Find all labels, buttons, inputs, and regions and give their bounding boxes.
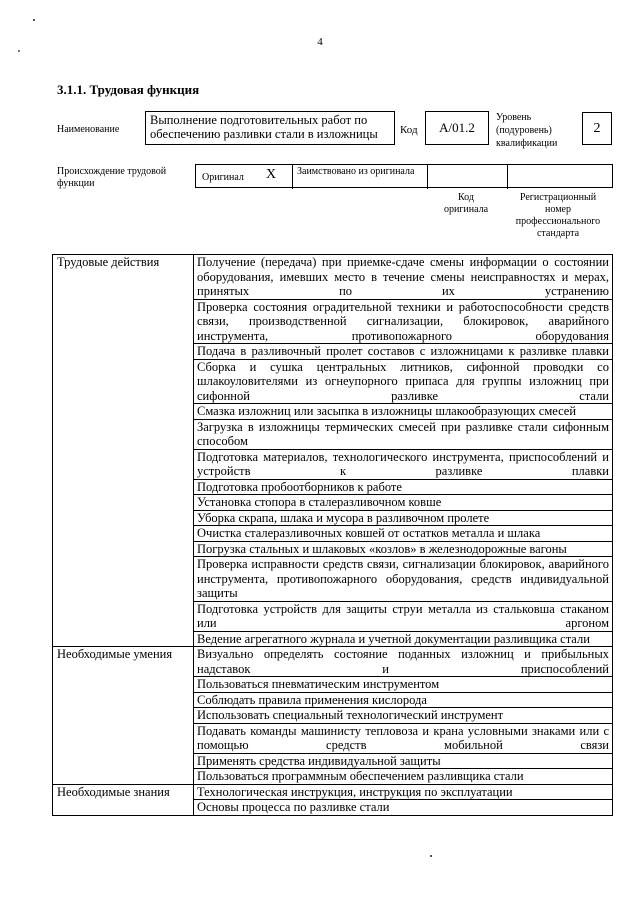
item-cell: Загрузка в изложницы термических смесей при разливке стали сифонным способом <box>194 419 613 449</box>
item-cell: Визуально определять состояние поданных изложниц и прибыльных надставок и приспособлений <box>194 647 613 677</box>
item-cell: Погрузка стальных и шлаковых «козлов» в железнодорожные вагоны <box>194 541 613 557</box>
item-cell: Проверка исправности средств связи, сигнализации блокировок, аварийного инструмента, противопожарного оборудования, средств индивидуальной защиты <box>194 557 613 602</box>
original-mark: X <box>266 167 277 182</box>
scan-speck <box>18 50 20 52</box>
item-cell: Соблюдать правила применения кислорода <box>194 692 613 708</box>
code-original-cell <box>428 165 508 189</box>
item-cell: Подготовка материалов, технологического инструмента, приспособлений и устройств к разливке плавки <box>194 449 613 479</box>
category-cell: Трудовые действия <box>53 255 194 647</box>
item-cell: Проверка состояния оградительной техники и работоспособности средств связи, производственной сигнализации, блокировок, аварийного инструмента, противопожарного оборудования <box>194 299 613 344</box>
code-label: Код <box>400 124 418 136</box>
original-cell <box>196 165 293 189</box>
item-cell: Основы процесса по разливке стали <box>194 800 613 816</box>
function-name: Выполнение подготовительных работ по обеспечению разливки стали в изложницы <box>145 111 395 145</box>
item-cell: Получение (передача) при приемке-сдаче смены информации о состоянии оборудования, имевших место в течение смены неисправностях и мерах, принятых по их устранению <box>194 255 613 300</box>
category-cell: Необходимые знания <box>53 784 194 815</box>
table-row <box>53 647 613 677</box>
page-number: 4 <box>317 36 323 48</box>
table-row <box>53 784 613 800</box>
level-label: Уровень (подуровень) квалификации <box>496 112 558 149</box>
qualification-level: 2 <box>582 112 612 145</box>
scan-speck <box>33 19 35 21</box>
reg-number-label: Регистрационный номер профессионального стандарта <box>515 192 601 239</box>
original-label: Оригинал <box>202 172 244 183</box>
origin-label: Происхождение трудовой функции <box>57 166 167 189</box>
function-code: А/01.2 <box>425 111 489 145</box>
table-row <box>53 255 613 300</box>
item-cell: Очистка сталеразливочных ковшей от остатков металла и шлака <box>194 526 613 542</box>
name-label: Наименование <box>57 124 120 135</box>
borrowed-cell <box>293 165 428 189</box>
origin-row <box>195 164 613 188</box>
item-cell: Применять средства индивидуальной защиты <box>194 753 613 769</box>
item-cell: Технологическая инструкция, инструкция по эксплуатации <box>194 784 613 800</box>
borrowed-label: Заимствовано из оригинала <box>297 166 415 177</box>
item-cell: Пользоваться программным обеспечением разливщика стали <box>194 769 613 785</box>
item-cell: Уборка скрапа, шлака и мусора в разливочном пролете <box>194 510 613 526</box>
section-title: 3.1.1. Трудовая функция <box>57 82 200 97</box>
item-cell: Подача в разливочный пролет составов с изложницами к разливке плавки <box>194 344 613 360</box>
item-cell: Установка стопора в сталеразливочном ковше <box>194 495 613 511</box>
item-cell: Ведение агрегатного журнала и учетной документации разливщика стали <box>194 631 613 647</box>
item-cell: Подготовка пробоотборников к работе <box>194 479 613 495</box>
code-original-label: Код оригинала <box>443 192 489 215</box>
item-cell: Подавать команды машинисту тепловоза и крана условными знаками или с помощью средств мобильной связи <box>194 723 613 753</box>
item-cell: Подготовка устройств для защиты струи металла из стальковша стаканом или аргоном <box>194 601 613 631</box>
function-table <box>52 254 613 816</box>
scan-speck <box>430 855 432 857</box>
item-cell: Использовать специальный технологический инструмент <box>194 708 613 724</box>
item-cell: Сборка и сушка центральных литников, сифонной проводки со шлакоуловителями из огнеупорного припаса для группы изложниц при сифонной разливке стали <box>194 359 613 404</box>
category-cell: Необходимые умения <box>53 647 194 785</box>
item-cell: Смазка изложниц или засыпка в изложницы шлакообразующих смесей <box>194 404 613 420</box>
item-cell: Пользоваться пневматическим инструментом <box>194 677 613 693</box>
